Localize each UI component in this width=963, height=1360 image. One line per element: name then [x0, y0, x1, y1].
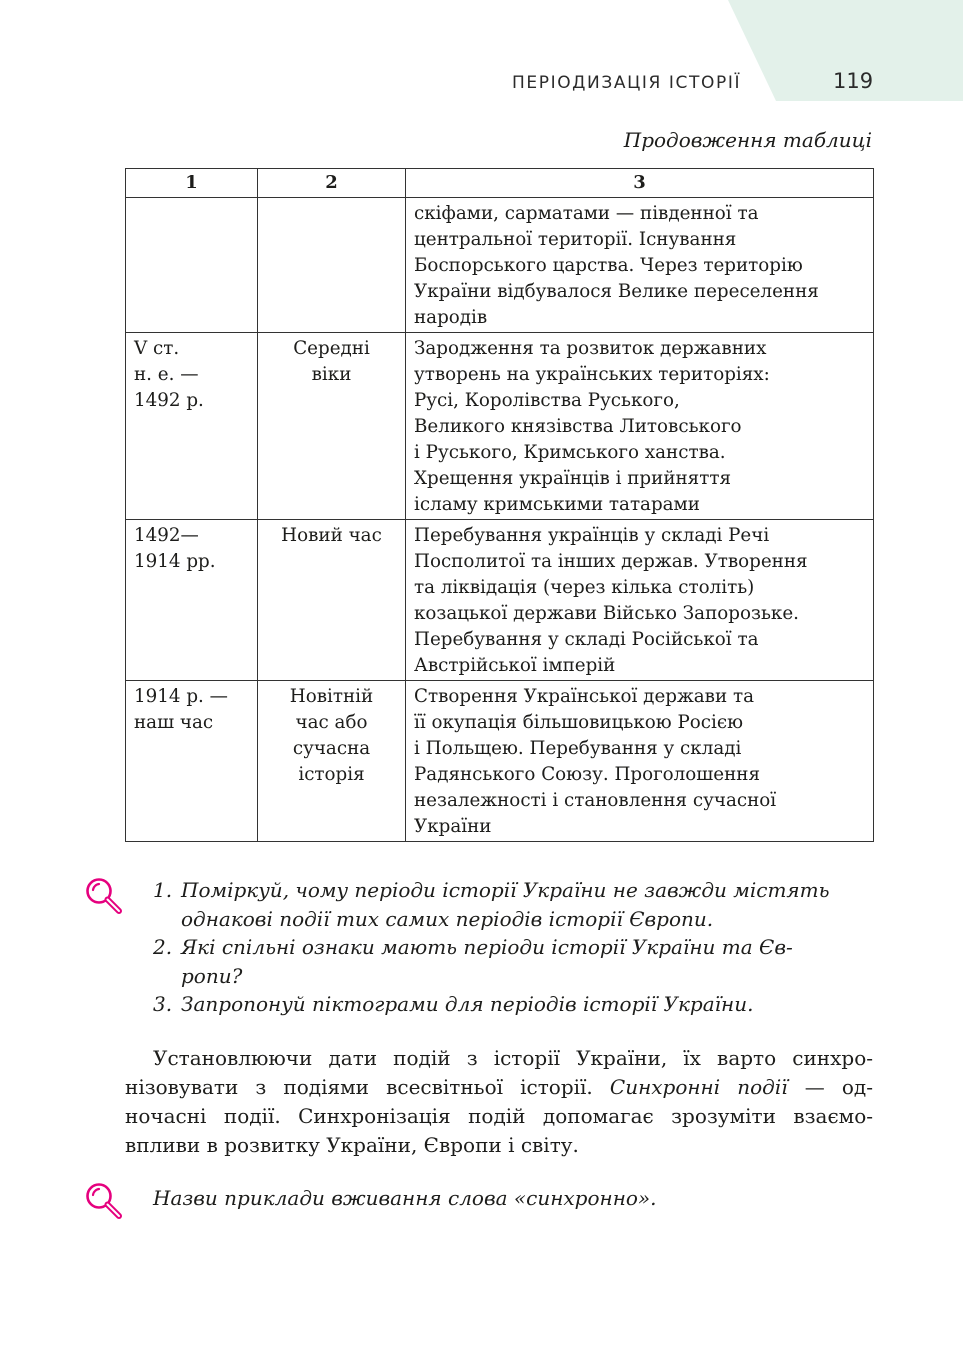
cell-line: віки: [311, 364, 352, 385]
cell-line: 1914 рр.: [134, 551, 216, 572]
table-cell-c3: [406, 520, 874, 681]
cell-line: Хрещення українців і прийняття: [414, 468, 731, 489]
question-line: однакові події тих самих періодів історії Європи.: [181, 906, 714, 931]
table-cell-c2: [258, 333, 406, 520]
questions-list: [153, 876, 875, 1019]
cell-line: і Руського, Кримського ханства.: [414, 442, 726, 463]
cell-line: Посполитої та інших держав. Утворення: [414, 551, 808, 572]
table-cell-c2: [258, 681, 406, 842]
paragraph-line: [125, 1073, 873, 1102]
table-cell-c3: [406, 333, 874, 520]
cell-line: Великого князівства Литовського: [414, 416, 742, 437]
cell-line: Перебування у складі Російської та: [414, 629, 759, 650]
table-cell-c1: [126, 333, 258, 520]
page-number: 119: [833, 69, 874, 93]
cell-line: України: [414, 816, 492, 837]
cell-line: V ст.: [134, 338, 180, 359]
paragraph-line: впливи в розвитку України, Європи і світу.: [125, 1133, 579, 1157]
task-text: Назви приклади вживання слова «синхронно».: [153, 1186, 657, 1210]
table-cell-c3: [406, 198, 874, 333]
cell-line: час або: [295, 712, 368, 733]
cell-line: України відбувалося Велике переселення: [414, 281, 819, 302]
question-line: Запропонуй піктограми для періодів історії України.: [181, 992, 754, 1016]
question-item: [153, 876, 875, 933]
cell-line: Створення Української держави та: [414, 686, 754, 707]
column-header-2: 2: [258, 169, 406, 198]
magnifier-icon: [84, 1181, 124, 1221]
table-row: [126, 681, 874, 842]
paragraph-text: — од-: [787, 1075, 873, 1099]
cell-line: Новий час: [281, 525, 382, 546]
cell-line: Новітній: [289, 686, 374, 707]
table-header-row: [126, 169, 874, 198]
cell-line: та ліквідація (через кілька століть): [414, 577, 755, 598]
table-cell-c3: [406, 681, 874, 842]
cell-line: Боспорського царства. Через територію: [414, 255, 803, 276]
cell-line: наш час: [134, 712, 214, 733]
paragraph-text: нізовувати з подіями всесвітньої історії.: [125, 1075, 610, 1099]
paragraph-line: Установлюючи дати подій з історії України, їх варто синхро-: [153, 1046, 873, 1070]
cell-line: центральної території. Існування: [414, 229, 737, 250]
question-item: [153, 990, 875, 1019]
cell-line: козацької держави Військо Запорозьке.: [414, 603, 799, 624]
question-item: [153, 933, 875, 990]
question-number: 1.: [153, 878, 173, 902]
question-line: Які спільні ознаки мають періоди історії України та Єв-: [181, 935, 793, 959]
cell-line: сучасна: [292, 738, 371, 759]
cell-line: Радянського Союзу. Проголошення: [414, 764, 761, 785]
column-header-1: 1: [126, 169, 258, 198]
cell-line: 1492—: [134, 525, 199, 546]
question-number: 3.: [153, 992, 173, 1016]
table-row: [126, 198, 874, 333]
cell-line: Перебування українців у складі Речі: [414, 525, 770, 546]
table-cell-c1: [126, 520, 258, 681]
cell-line: історія: [298, 764, 365, 785]
periodization-table: [125, 168, 874, 842]
cell-line: Зародження та розвиток державних: [414, 338, 767, 359]
cell-line: її окупація більшовицькою Росією: [414, 712, 744, 733]
cell-line: н. е. —: [134, 364, 199, 385]
cell-line: 1492 р.: [134, 390, 204, 411]
cell-line: і Польщею. Перебування у складі: [414, 738, 742, 759]
cell-line: Австрійської імперій: [414, 655, 616, 676]
question-line: ропи?: [181, 963, 243, 988]
table-cell-c1: [126, 198, 258, 333]
paragraph-line: ночасні події. Синхронізація подій допомагає зрозуміти взаємо-: [125, 1104, 873, 1128]
column-header-3: 3: [406, 169, 874, 198]
question-number: 2.: [153, 935, 173, 959]
table-cell-c2: [258, 198, 406, 333]
table-cell-c2: [258, 520, 406, 681]
question-line: Поміркуй, чому періоди історії України не завжди містять: [181, 878, 830, 902]
cell-line: скіфами, сарматами — південної та: [414, 203, 759, 224]
synchronization-paragraph: [125, 1044, 873, 1160]
cell-line: утворень на українських територіях:: [414, 364, 770, 385]
section-title: ПЕРІОДИЗАЦІЯ ІСТОРІЇ: [512, 73, 742, 93]
term-synchronous-events: Синхронні події: [609, 1075, 788, 1099]
table-row: [126, 333, 874, 520]
table-caption: Продовження таблиці: [623, 128, 872, 152]
table-cell-c1: [126, 681, 258, 842]
cell-line: народів: [414, 307, 488, 328]
cell-line: ісламу кримськими татарами: [414, 494, 700, 515]
table-row: [126, 520, 874, 681]
cell-line: 1914 р. —: [134, 686, 228, 707]
cell-line: Русі, Королівства Руського,: [414, 390, 680, 411]
magnifier-icon: [84, 876, 124, 916]
cell-line: Середні: [293, 338, 370, 359]
cell-line: незалежності і становлення сучасної: [414, 790, 777, 811]
